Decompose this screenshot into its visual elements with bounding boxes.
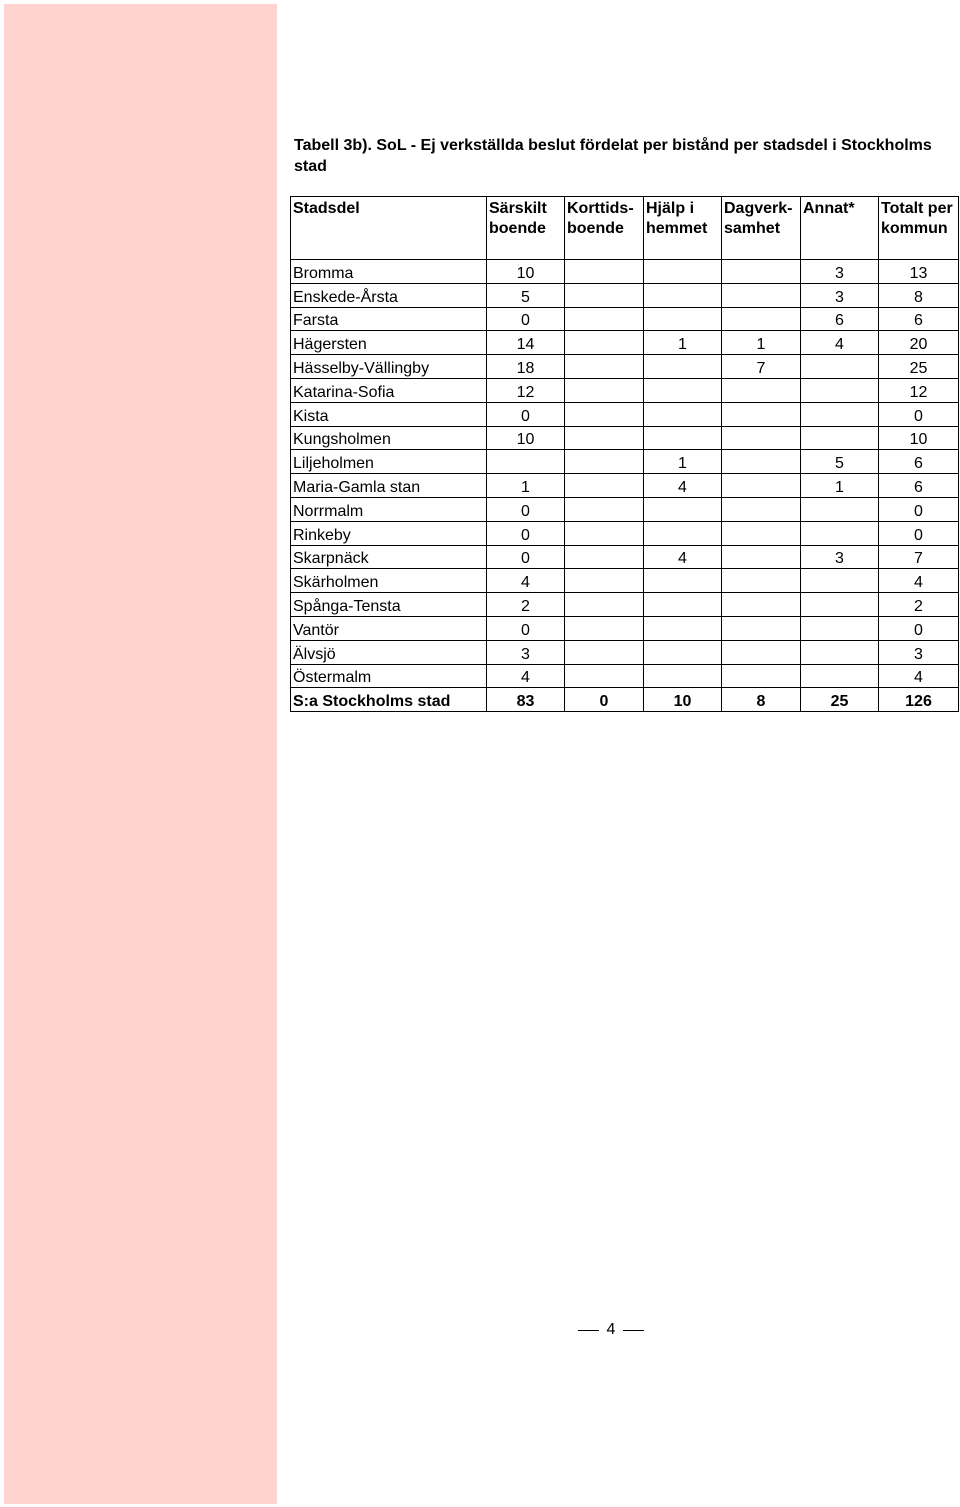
cell-value: 12 [487, 378, 565, 402]
cell-stadsdel: Älvsjö [291, 640, 487, 664]
cell-value [644, 664, 722, 688]
table-header-row [291, 197, 959, 260]
cell-value [487, 450, 565, 474]
cell-total-value: 8 [722, 688, 801, 712]
cell-stadsdel: Norrmalm [291, 497, 487, 521]
cell-value [565, 497, 644, 521]
cell-value: 4 [644, 545, 722, 569]
cell-value [801, 616, 879, 640]
cell-value [644, 497, 722, 521]
cell-value [644, 307, 722, 331]
header-hjalp-i-hemmet: Hjälp i hemmet [644, 197, 722, 260]
table-row [291, 569, 959, 593]
cell-value [644, 593, 722, 617]
header-stadsdel: Stadsdel [291, 197, 487, 260]
cell-value: 4 [487, 569, 565, 593]
table-row [291, 521, 959, 545]
cell-value [644, 521, 722, 545]
cell-value: 6 [879, 450, 959, 474]
page-number-value: 4 [606, 1321, 616, 1338]
cell-value [644, 283, 722, 307]
cell-value: 0 [879, 497, 959, 521]
cell-value: 4 [487, 664, 565, 688]
cell-value: 1 [644, 331, 722, 355]
cell-stadsdel: Rinkeby [291, 521, 487, 545]
header-sarskilt-boende: Särskilt boende [487, 197, 565, 260]
table-row [291, 616, 959, 640]
cell-value [565, 474, 644, 498]
cell-stadsdel: Spånga-Tensta [291, 593, 487, 617]
page-number-dash-right [623, 1330, 644, 1331]
cell-value: 0 [487, 307, 565, 331]
cell-value [801, 593, 879, 617]
cell-value: 0 [879, 616, 959, 640]
cell-total-value: 10 [644, 688, 722, 712]
cell-value: 4 [879, 664, 959, 688]
cell-value: 25 [879, 355, 959, 379]
cell-value: 7 [722, 355, 801, 379]
cell-value: 5 [487, 283, 565, 307]
cell-stadsdel: Hägersten [291, 331, 487, 355]
cell-value: 3 [801, 283, 879, 307]
cell-stadsdel: Hässelby-Vällingby [291, 355, 487, 379]
cell-value: 4 [879, 569, 959, 593]
cell-value [565, 640, 644, 664]
cell-value [565, 450, 644, 474]
page-number [578, 1320, 644, 1340]
cell-value [722, 664, 801, 688]
cell-total-value: 0 [565, 688, 644, 712]
cell-value: 2 [879, 593, 959, 617]
page-title: Tabell 3b). SoL - Ej verkställda beslut fördelat per bistånd per stadsdel i Stockholms stad [294, 137, 932, 175]
cell-stadsdel: Liljeholmen [291, 450, 487, 474]
table-row [291, 497, 959, 521]
cell-value [644, 402, 722, 426]
cell-value: 3 [879, 640, 959, 664]
table-row [291, 378, 959, 402]
cell-value: 10 [487, 426, 565, 450]
cell-stadsdel: Bromma [291, 260, 487, 284]
cell-value [644, 260, 722, 284]
cell-value [801, 640, 879, 664]
cell-value [565, 355, 644, 379]
header-totalt-per-kommun: Totalt per kommun [879, 197, 959, 260]
cell-value [801, 402, 879, 426]
table-row [291, 640, 959, 664]
cell-value [722, 640, 801, 664]
cell-value [801, 521, 879, 545]
cell-value: 6 [879, 307, 959, 331]
cell-value [565, 521, 644, 545]
cell-value [801, 497, 879, 521]
cell-stadsdel: Skarpnäck [291, 545, 487, 569]
cell-value: 0 [487, 402, 565, 426]
cell-value: 10 [879, 426, 959, 450]
cell-total-value: 126 [879, 688, 959, 712]
cell-value: 3 [801, 260, 879, 284]
table-total-row [291, 688, 959, 712]
cell-value [565, 378, 644, 402]
cell-value: 0 [487, 521, 565, 545]
cell-value [722, 474, 801, 498]
cell-value: 1 [487, 474, 565, 498]
cell-value [644, 640, 722, 664]
cell-value [722, 569, 801, 593]
cell-value [722, 283, 801, 307]
cell-stadsdel: Katarina-Sofia [291, 378, 487, 402]
cell-value: 2 [487, 593, 565, 617]
cell-value: 1 [644, 450, 722, 474]
cell-value [722, 307, 801, 331]
table-row [291, 355, 959, 379]
cell-value: 4 [801, 331, 879, 355]
cell-stadsdel: Farsta [291, 307, 487, 331]
table-row [291, 545, 959, 569]
cell-value [565, 426, 644, 450]
table-row [291, 402, 959, 426]
header-annat: Annat* [801, 197, 879, 260]
cell-total-value: 25 [801, 688, 879, 712]
table-row [291, 593, 959, 617]
cell-value [801, 426, 879, 450]
table-row [291, 260, 959, 284]
table-row [291, 331, 959, 355]
cell-value: 1 [801, 474, 879, 498]
cell-value: 0 [879, 521, 959, 545]
cell-value: 7 [879, 545, 959, 569]
cell-value [722, 521, 801, 545]
cell-value [722, 616, 801, 640]
cell-value: 3 [487, 640, 565, 664]
cell-stadsdel: Kista [291, 402, 487, 426]
cell-stadsdel: Maria-Gamla stan [291, 474, 487, 498]
cell-value [722, 593, 801, 617]
cell-value [801, 664, 879, 688]
cell-value: 20 [879, 331, 959, 355]
cell-value [565, 569, 644, 593]
cell-total-label: S:a Stockholms stad [291, 688, 487, 712]
cell-value [644, 569, 722, 593]
table-row [291, 283, 959, 307]
cell-value [722, 497, 801, 521]
cell-stadsdel: Vantör [291, 616, 487, 640]
cell-stadsdel: Kungsholmen [291, 426, 487, 450]
header-dagverksamhet: Dagverk- samhet [722, 197, 801, 260]
cell-value: 18 [487, 355, 565, 379]
cell-value: 6 [801, 307, 879, 331]
cell-value [644, 355, 722, 379]
cell-value [644, 378, 722, 402]
header-korttidsboende: Korttids- boende [565, 197, 644, 260]
table-row [291, 426, 959, 450]
data-table [290, 196, 959, 712]
cell-stadsdel: Enskede-Årsta [291, 283, 487, 307]
cell-value [722, 426, 801, 450]
table-row [291, 450, 959, 474]
cell-value [644, 426, 722, 450]
cell-value [722, 545, 801, 569]
cell-value [565, 402, 644, 426]
cell-value [722, 402, 801, 426]
cell-value: 13 [879, 260, 959, 284]
cell-value [722, 450, 801, 474]
cell-value [565, 593, 644, 617]
cell-value [722, 378, 801, 402]
cell-value [722, 260, 801, 284]
cell-value: 0 [487, 545, 565, 569]
cell-value: 3 [801, 545, 879, 569]
cell-value [565, 664, 644, 688]
table-row [291, 474, 959, 498]
cell-value [801, 355, 879, 379]
cell-value: 12 [879, 378, 959, 402]
sidebar-band [4, 4, 277, 1504]
cell-value: 0 [487, 616, 565, 640]
cell-value [565, 283, 644, 307]
cell-value: 4 [644, 474, 722, 498]
cell-value: 8 [879, 283, 959, 307]
cell-value: 0 [487, 497, 565, 521]
table-row [291, 664, 959, 688]
cell-value: 0 [879, 402, 959, 426]
cell-value [801, 569, 879, 593]
cell-value: 1 [722, 331, 801, 355]
cell-stadsdel: Skärholmen [291, 569, 487, 593]
cell-value: 5 [801, 450, 879, 474]
cell-total-value: 83 [487, 688, 565, 712]
cell-value [565, 307, 644, 331]
cell-value [565, 545, 644, 569]
table-row [291, 307, 959, 331]
cell-value [565, 616, 644, 640]
cell-value: 6 [879, 474, 959, 498]
cell-value [801, 378, 879, 402]
page-number-dash-left [578, 1330, 599, 1331]
cell-value [565, 331, 644, 355]
cell-value: 14 [487, 331, 565, 355]
cell-value [565, 260, 644, 284]
cell-stadsdel: Östermalm [291, 664, 487, 688]
cell-value [644, 616, 722, 640]
cell-value: 10 [487, 260, 565, 284]
